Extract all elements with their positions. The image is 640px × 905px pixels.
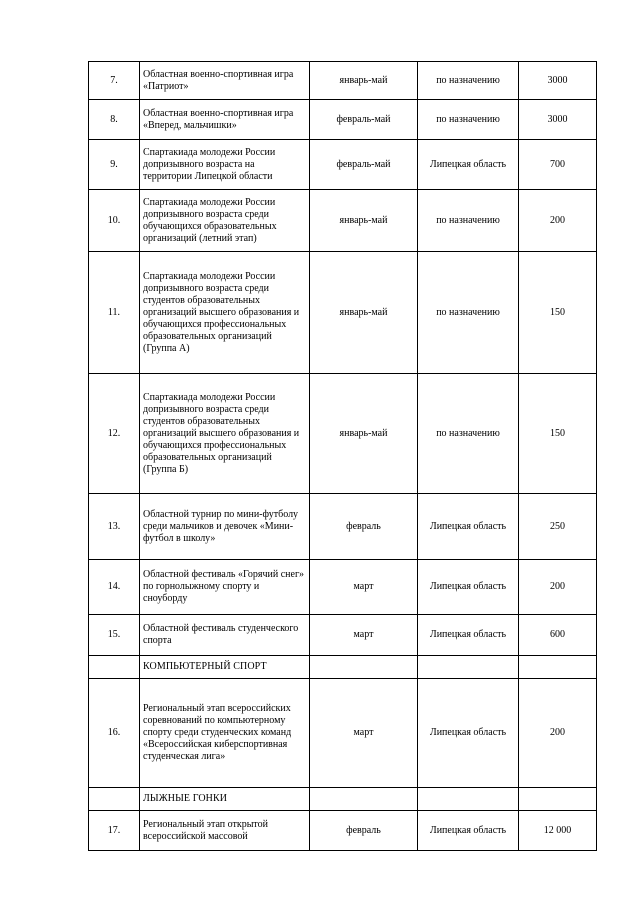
event-place: по назначению <box>418 62 519 100</box>
event-period: март <box>310 560 418 615</box>
event-period: январь-май <box>310 374 418 494</box>
num-cell <box>89 656 140 679</box>
row-number: 12. <box>89 374 140 494</box>
section-row <box>89 788 597 811</box>
event-place: Липецкая область <box>418 615 519 656</box>
event-place: по назначению <box>418 252 519 374</box>
event-place: по назначению <box>418 190 519 252</box>
event-name: Региональный этап всероссийских соревнований по компьютерному спорту среди студенческих команд «Всероссийская киберспортивная студенческая лига» <box>140 679 310 788</box>
row-number: 17. <box>89 811 140 851</box>
participant-count: 3000 <box>519 100 597 140</box>
events-table-body <box>89 62 597 851</box>
period-cell <box>310 788 418 811</box>
period-cell <box>310 656 418 679</box>
events-table <box>88 61 597 851</box>
event-name: Областной фестиваль «Горячий снег» по горнолыжному спорту и сноуборду <box>140 560 310 615</box>
section-title: КОМПЬЮТЕРНЫЙ СПОРТ <box>140 656 310 679</box>
place-cell <box>418 656 519 679</box>
event-place: по назначению <box>418 100 519 140</box>
table-row <box>89 140 597 190</box>
row-number: 13. <box>89 494 140 560</box>
table-row <box>89 494 597 560</box>
section-row <box>89 656 597 679</box>
event-name: Спартакиада молодежи России допризывного возраста среди студентов образовательных организаций высшего образования и обучающихся профессиональных образовательных организаций (Группа Б) <box>140 374 310 494</box>
event-name: Спартакиада молодежи России допризывного возраста на территории Липецкой области <box>140 140 310 190</box>
participant-count: 150 <box>519 252 597 374</box>
event-place: Липецкая область <box>418 560 519 615</box>
table-row <box>89 190 597 252</box>
participant-count: 200 <box>519 190 597 252</box>
event-period: февраль-май <box>310 100 418 140</box>
event-period: январь-май <box>310 252 418 374</box>
event-place: Липецкая область <box>418 140 519 190</box>
row-number: 7. <box>89 62 140 100</box>
event-period: февраль-май <box>310 140 418 190</box>
row-number: 11. <box>89 252 140 374</box>
table-row <box>89 100 597 140</box>
event-name: Спартакиада молодежи России допризывного возраста среди обучающихся образовательных организаций (летний этап) <box>140 190 310 252</box>
event-place: по назначению <box>418 374 519 494</box>
place-cell <box>418 788 519 811</box>
section-title: ЛЫЖНЫЕ ГОНКИ <box>140 788 310 811</box>
event-name: Областная военно-спортивная игра «Вперед, мальчишки» <box>140 100 310 140</box>
participant-count: 600 <box>519 615 597 656</box>
event-place: Липецкая область <box>418 679 519 788</box>
event-name: Областной фестиваль студенческого спорта <box>140 615 310 656</box>
event-period: март <box>310 679 418 788</box>
event-name: Спартакиада молодежи России допризывного возраста среди студентов образовательных организаций высшего образования и обучающихся профессиональных образовательных организаций (Группа А) <box>140 252 310 374</box>
table-row <box>89 615 597 656</box>
event-name: Областной турнир по мини-футболу среди мальчиков и девочек «Мини-футбол в школу» <box>140 494 310 560</box>
row-number: 10. <box>89 190 140 252</box>
event-name: Областная военно-спортивная игра «Патриот» <box>140 62 310 100</box>
event-period: март <box>310 615 418 656</box>
participant-count: 200 <box>519 679 597 788</box>
participant-count: 700 <box>519 140 597 190</box>
event-period: февраль <box>310 494 418 560</box>
row-number: 14. <box>89 560 140 615</box>
table-row <box>89 679 597 788</box>
count-cell <box>519 788 597 811</box>
participant-count: 250 <box>519 494 597 560</box>
event-period: январь-май <box>310 190 418 252</box>
row-number: 16. <box>89 679 140 788</box>
participant-count: 3000 <box>519 62 597 100</box>
row-number: 8. <box>89 100 140 140</box>
num-cell <box>89 788 140 811</box>
event-place: Липецкая область <box>418 494 519 560</box>
table-row <box>89 252 597 374</box>
event-period: февраль <box>310 811 418 851</box>
table-row <box>89 811 597 851</box>
event-period: январь-май <box>310 62 418 100</box>
table-row <box>89 374 597 494</box>
event-place: Липецкая область <box>418 811 519 851</box>
row-number: 15. <box>89 615 140 656</box>
table-row <box>89 560 597 615</box>
participant-count: 12 000 <box>519 811 597 851</box>
event-name: Региональный этап открытой всероссийской массовой <box>140 811 310 851</box>
row-number: 9. <box>89 140 140 190</box>
count-cell <box>519 656 597 679</box>
participant-count: 150 <box>519 374 597 494</box>
participant-count: 200 <box>519 560 597 615</box>
table-row <box>89 62 597 100</box>
